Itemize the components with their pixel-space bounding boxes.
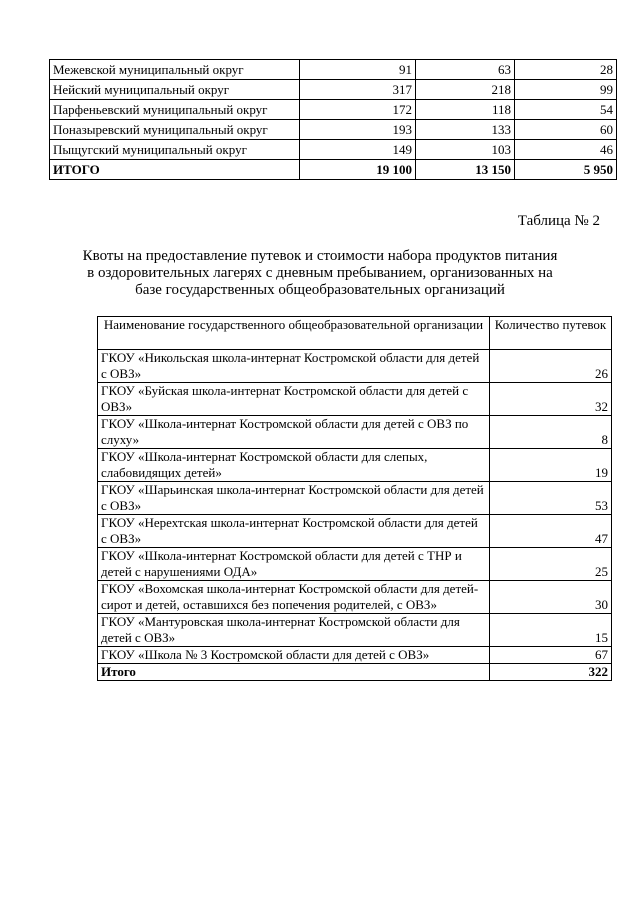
district-name: Нейский муниципальный округ <box>50 80 300 100</box>
table-row <box>50 100 617 120</box>
header-count: Количество путевок <box>490 317 612 350</box>
total-value: 5 950 <box>515 160 617 180</box>
table-row <box>50 140 617 160</box>
district-name: Парфеньевский муниципальный округ <box>50 100 300 120</box>
org-name: ГКОУ «Нерехтская школа-интернат Костромской области для детей с ОВЗ» <box>98 515 490 548</box>
table-row <box>98 350 612 383</box>
districts-table <box>49 59 617 180</box>
table-row <box>98 515 612 548</box>
district-name: Пыщугский муниципальный округ <box>50 140 300 160</box>
total-count: 322 <box>490 664 612 681</box>
voucher-count: 8 <box>490 416 612 449</box>
value-cell: 63 <box>416 60 515 80</box>
org-name: ГКОУ «Буйская школа-интернат Костромской области для детей с ОВЗ» <box>98 383 490 416</box>
value-cell: 149 <box>300 140 416 160</box>
table-row <box>98 548 612 581</box>
value-cell: 99 <box>515 80 617 100</box>
voucher-count: 47 <box>490 515 612 548</box>
table-row <box>98 581 612 614</box>
value-cell: 91 <box>300 60 416 80</box>
district-name: Поназыревский муниципальный округ <box>50 120 300 140</box>
voucher-count: 67 <box>490 647 612 664</box>
org-name: ГКОУ «Вохомская школа-интернат Костромской области для детей-сирот и детей, оставшихся без попечения родителей, с ОВЗ» <box>98 581 490 614</box>
total-value: 19 100 <box>300 160 416 180</box>
value-cell: 118 <box>416 100 515 120</box>
org-name: ГКОУ «Мантуровская школа-интернат Костромской области для детей с ОВЗ» <box>98 614 490 647</box>
table-row <box>50 120 617 140</box>
voucher-count: 25 <box>490 548 612 581</box>
org-name: ГКОУ «Школа-интернат Костромской области для детей с ТНР и детей с нарушениями ОДА» <box>98 548 490 581</box>
table-row <box>98 383 612 416</box>
total-label: ИТОГО <box>50 160 300 180</box>
table-row <box>50 80 617 100</box>
table-row <box>98 482 612 515</box>
table-caption: Квоты на предоставление путевок и стоимости набора продуктов питания в оздоровительных лагерях с дневным пребыванием, организованных на базе государственных общеобразовательных организаций <box>82 248 558 298</box>
org-name: ГКОУ «Школа-интернат Костромской области для детей с ОВЗ по слуху» <box>98 416 490 449</box>
value-cell: 218 <box>416 80 515 100</box>
total-row <box>50 160 617 180</box>
total-label: Итого <box>98 664 490 681</box>
header-name: Наименование государственного общеобразовательной организации <box>98 317 490 350</box>
header-row <box>98 317 612 350</box>
org-name: ГКОУ «Школа № 3 Костромской области для детей с ОВЗ» <box>98 647 490 664</box>
table-row <box>98 647 612 664</box>
table-row <box>98 416 612 449</box>
voucher-count: 19 <box>490 449 612 482</box>
org-name: ГКОУ «Шарьинская школа-интернат Костромской области для детей с ОВЗ» <box>98 482 490 515</box>
value-cell: 133 <box>416 120 515 140</box>
voucher-count: 15 <box>490 614 612 647</box>
table-number: Таблица № 2 <box>517 213 600 229</box>
value-cell: 54 <box>515 100 617 120</box>
value-cell: 28 <box>515 60 617 80</box>
value-cell: 317 <box>300 80 416 100</box>
value-cell: 172 <box>300 100 416 120</box>
total-row <box>98 664 612 681</box>
voucher-count: 53 <box>490 482 612 515</box>
table-row <box>98 449 612 482</box>
voucher-count: 30 <box>490 581 612 614</box>
voucher-count: 26 <box>490 350 612 383</box>
value-cell: 193 <box>300 120 416 140</box>
total-value: 13 150 <box>416 160 515 180</box>
value-cell: 46 <box>515 140 617 160</box>
table-row <box>98 614 612 647</box>
table-row <box>50 60 617 80</box>
quota-table <box>97 316 612 681</box>
org-name: ГКОУ «Школа-интернат Костромской области для слепых, слабовидящих детей» <box>98 449 490 482</box>
voucher-count: 32 <box>490 383 612 416</box>
district-name: Межевской муниципальный округ <box>50 60 300 80</box>
value-cell: 103 <box>416 140 515 160</box>
value-cell: 60 <box>515 120 617 140</box>
org-name: ГКОУ «Никольская школа-интернат Костромской области для детей с ОВЗ» <box>98 350 490 383</box>
